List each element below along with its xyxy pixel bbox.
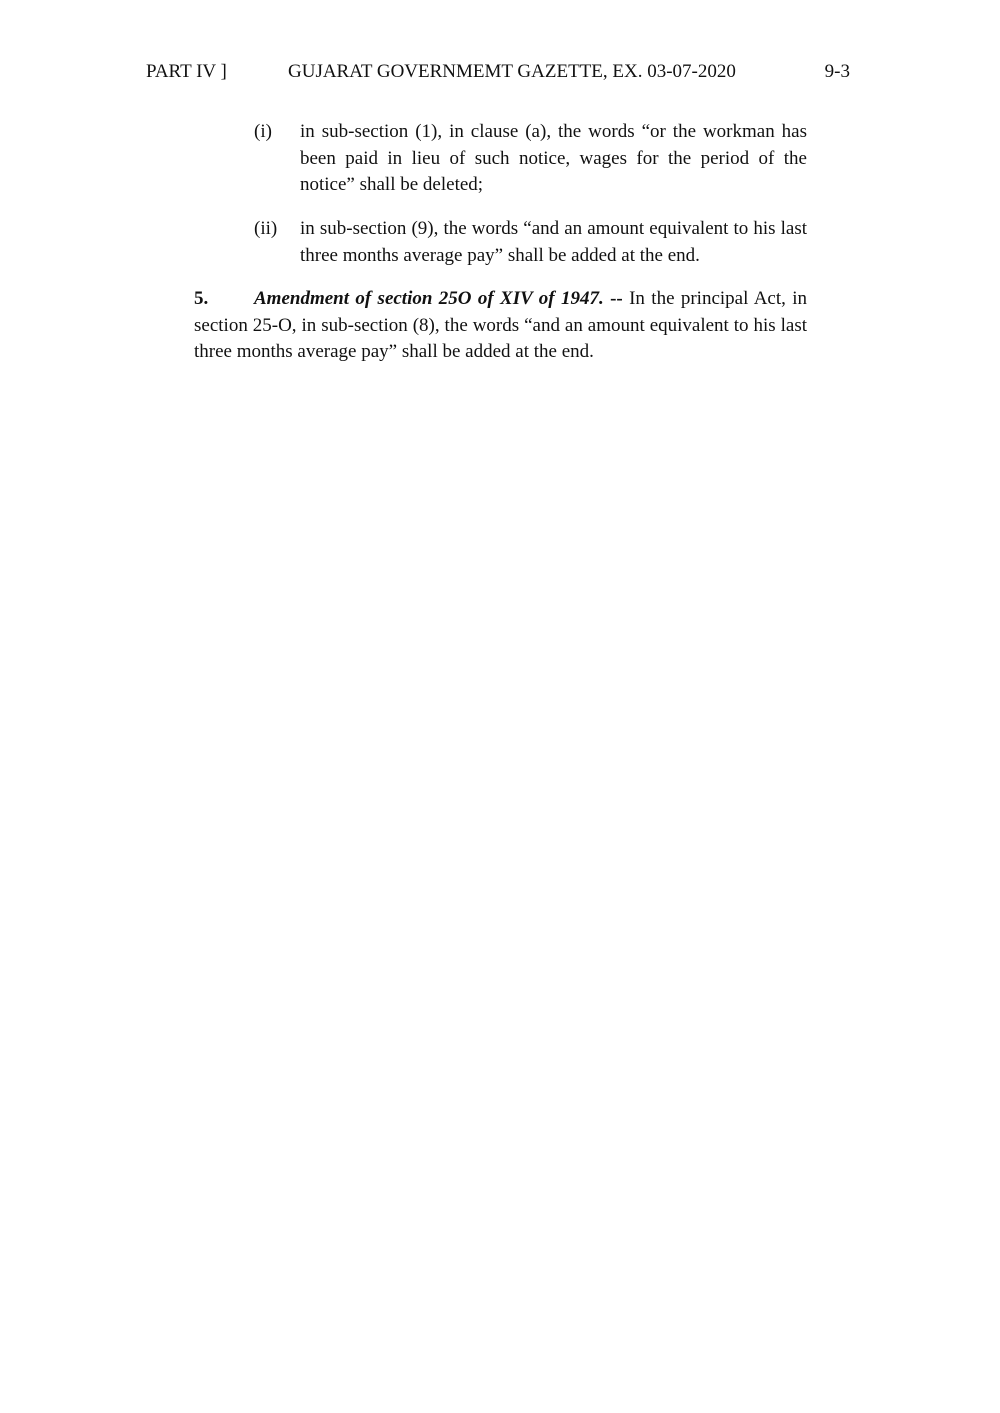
section-heading: Amendment of section 25O of XIV of 1947. — [254, 288, 604, 309]
section-text: In the principal Act, in section 25-O, in sub-section (8), the words “and an amount equivalent to his last three months average pay” shall be added at the end. — [194, 288, 808, 362]
clause-text: in sub-section (1), in clause (a), the words “or the workman has been paid in lieu of such notice, wages for the period of the notice” shall be deleted; — [300, 121, 807, 195]
header-page-number: 9-3 — [824, 61, 850, 82]
clause-text: in sub-section (9), the words “and an amount equivalent to his last three months average pay” shall be added at the end. — [300, 218, 807, 266]
header-part: PART IV ] — [146, 61, 227, 82]
clause-number: (ii) — [254, 218, 278, 239]
clause-item — [254, 119, 807, 199]
header-title: GUJARAT GOVERNMEMT GAZETTE, EX. 03-07-2020 — [288, 61, 736, 82]
section-paragraph — [194, 286, 807, 366]
section-dash: -- — [610, 288, 623, 309]
clause-number: (i) — [254, 121, 272, 142]
section-number: 5. — [194, 288, 209, 309]
clause-item — [254, 216, 807, 269]
